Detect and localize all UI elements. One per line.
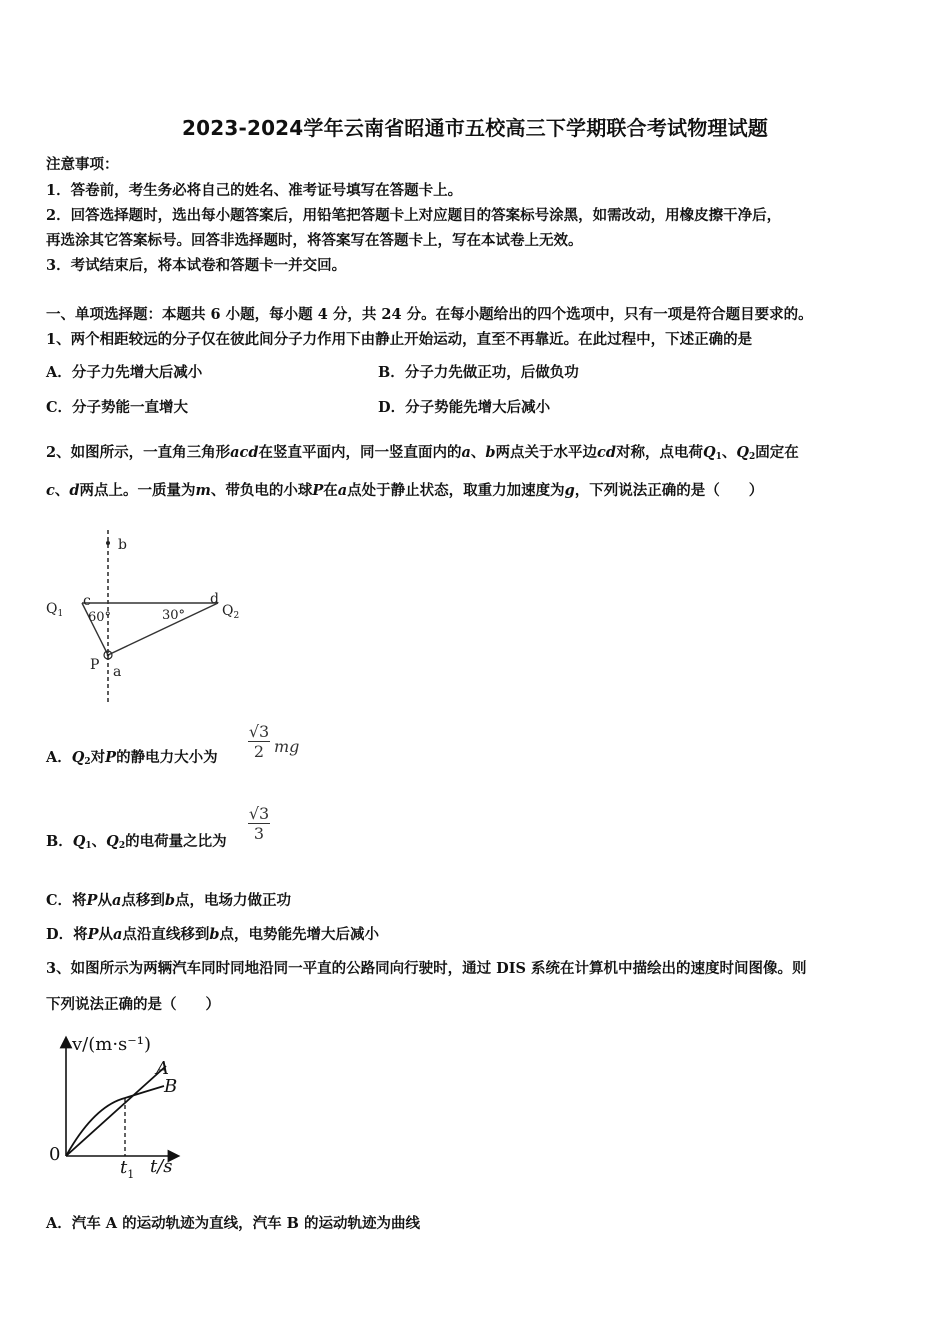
curve-a — [66, 1066, 166, 1156]
label-b: b — [118, 537, 127, 553]
q2-option-b: B．$Q_1$、$Q_2$的电荷量之比为 — [46, 833, 227, 851]
curve-b-label: B — [164, 1076, 178, 1097]
x-axis-label: t/s — [150, 1156, 173, 1177]
notice-item-3: 3．考试结束后，将本试卷和答题卡一并交回。 — [46, 257, 347, 274]
q1-stem: 1、两个相距较远的分子仅在彼此间分子力作用下由静止开始运动，直至不再靠近。在此过程中，下述正确的是 — [46, 331, 753, 348]
q2-b-fraction: $\frac{√3}{3}$ — [248, 804, 270, 843]
q1-option-d: D．分子势能先增大后减小 — [378, 399, 551, 416]
q2-a-mg: mg — [274, 737, 300, 756]
t1-label: $t_1$ — [120, 1157, 135, 1181]
y-axis-label: v/(m·s⁻¹) — [72, 1034, 152, 1055]
curve-a-label: A — [156, 1058, 169, 1079]
label-c: c — [83, 593, 91, 609]
q3-stem-line2: 下列说法正确的是（ ） — [46, 996, 220, 1013]
q1-option-b: B．分子力先做正功，后做负功 — [378, 364, 579, 381]
q3-velocity-time-graph — [44, 1028, 204, 1188]
label-p: P — [90, 657, 100, 673]
q2-option-a: A．$Q_2$对P的静电力大小为 — [46, 749, 218, 767]
page-title: 2023-2024学年云南省昭通市五校高三下学期联合考试物理试题 — [181, 116, 769, 140]
origin-label: 0 — [49, 1144, 61, 1165]
point-b — [106, 541, 110, 545]
q2-option-d: D．将P从a点沿直线移到b点，电势能先增大后减小 — [46, 926, 380, 943]
curve-b — [66, 1086, 164, 1156]
notice-item-2-cont: 再选涂其它答案标号。回答非选择题时，将答案写在答题卡上，写在本试卷上无效。 — [46, 232, 583, 249]
label-d: d — [210, 591, 219, 607]
label-a: a — [113, 664, 122, 680]
notice-heading: 注意事项： — [46, 156, 119, 173]
q2-option-c: C．将P从a点移到b点，电场力做正功 — [46, 892, 291, 909]
notice-item-2: 2．回答选择题时，选出每小题答案后，用铅笔把答题卡上对应题目的答案标号涂黑，如需改动，用橡皮擦干净后， — [46, 207, 782, 224]
q1-option-c: C．分子势能一直增大 — [46, 399, 189, 416]
notice-item-1: 1．答卷前，考生务必将自己的姓名、准考证号填写在答题卡上。 — [46, 182, 463, 199]
q3-stem-line1: 3、如图所示为两辆汽车同时同地沿同一平直的公路同向行驶时，通过 DIS 系统在计算机中描绘出的速度时间图像。则 — [46, 960, 807, 977]
label-q2: $Q_2$ — [222, 603, 240, 621]
q3-option-a: A．汽车 A 的运动轨迹为直线，汽车 B 的运动轨迹为曲线 — [46, 1215, 420, 1232]
q1-option-a: A．分子力先增大后减小 — [46, 364, 203, 381]
angle-30: 30° — [162, 608, 186, 623]
q2-a-fraction: $\frac{√3}{2}$ — [248, 722, 270, 761]
section-heading: 一、单项选择题：本题共 6 小题，每小题 4 分，共 24 分。在每小题给出的四个选项中，只有一项是符合题目要求的。 — [46, 306, 813, 323]
q2-stem-line2: c、d两点上。一质量为m、带负电的小球P在a点处于静止状态，取重力加速度为g，下列说法正确的是（ ） — [46, 482, 764, 499]
angle-60: 60° — [88, 610, 112, 625]
q2-stem-line1: 2、如图所示，一直角三角形acd在竖直平面内，同一竖直面内的a、b两点关于水平边cd对称，点电荷$Q_1$、$Q_2$固定在 — [46, 444, 799, 462]
q2-triangle-figure — [40, 525, 260, 710]
label-q1: $Q_1$ — [46, 601, 64, 619]
